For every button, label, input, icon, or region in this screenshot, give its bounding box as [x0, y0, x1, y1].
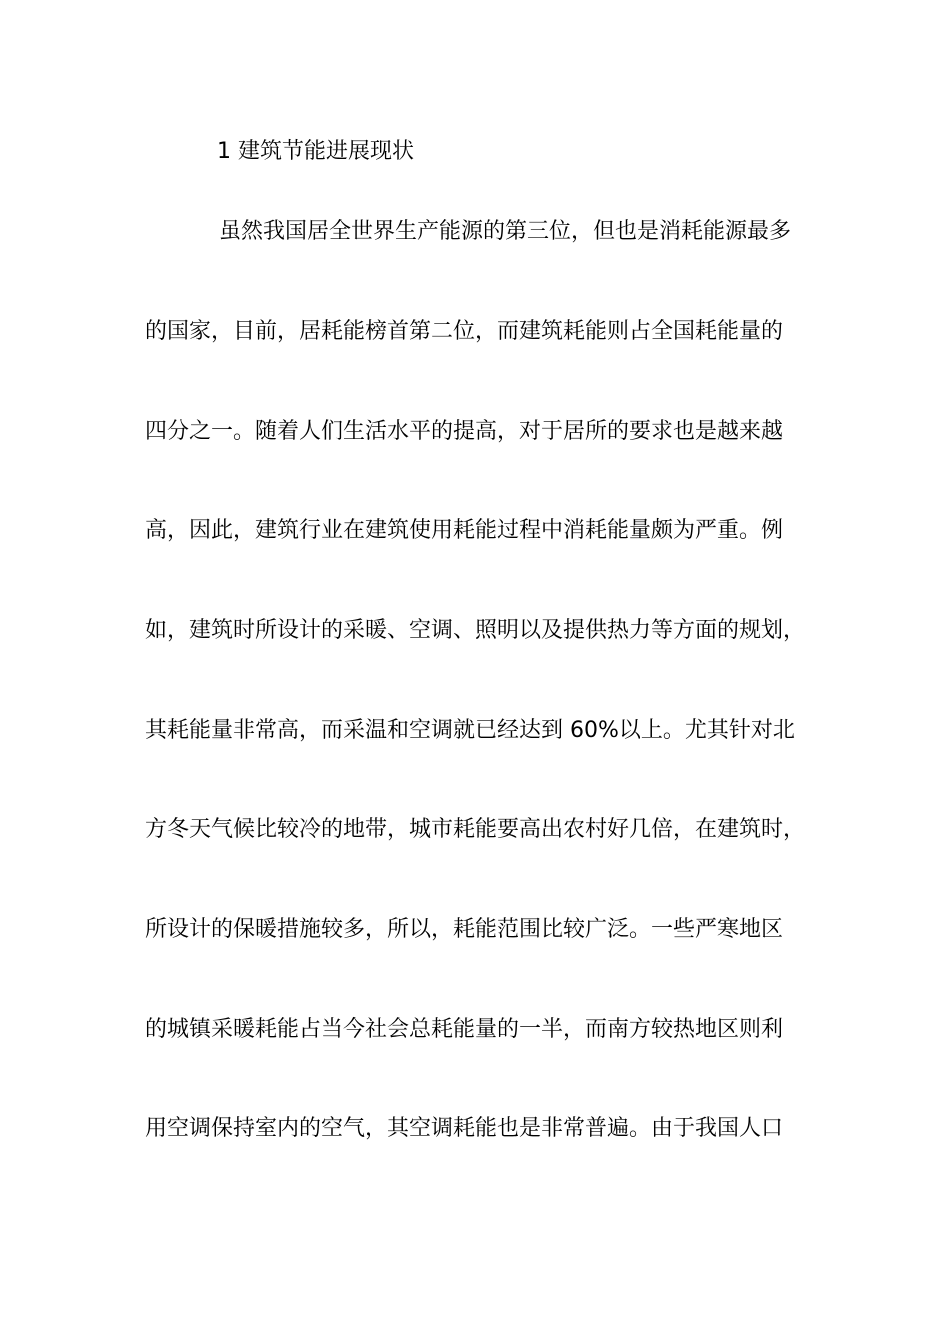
- paragraph-line-10: 用空调保持室内的空气，其空调耗能也是非常普遍。由于我国人口: [145, 1116, 784, 1141]
- paragraph-line-1: 虽然我国居全世界生产能源的第三位，但也是消耗能源最多: [219, 219, 792, 244]
- paragraph-line-4: 高，因此，建筑行业在建筑使用耗能过程中消耗能量颇为严重。例: [145, 518, 784, 543]
- section-heading: 1 建筑节能进展现状: [217, 139, 414, 164]
- paragraph-line-5: 如，建筑时所设计的采暖、空调、照明以及提供热力等方面的规划，: [145, 618, 806, 643]
- paragraph-line-8: 所设计的保暖措施较多，所以，耗能范围比较广泛。一些严寒地区: [145, 917, 784, 942]
- paragraph-line-3: 四分之一。随着人们生活水平的提高，对于居所的要求也是越来越: [145, 419, 784, 444]
- paragraph-line-9: 的城镇采暖耗能占当今社会总耗能量的一半，而南方较热地区则利: [145, 1017, 784, 1042]
- paragraph-line-7: 方冬天气候比较冷的地带，城市耗能要高出农村好几倍，在建筑时，: [145, 817, 806, 842]
- paragraph-line-2: 的国家，目前，居耗能榜首第二位，而建筑耗能则占全国耗能量的: [145, 319, 784, 344]
- paragraph-line-6: 其耗能量非常高，而采温和空调就已经达到 60%以上。尤其针对北: [145, 718, 795, 743]
